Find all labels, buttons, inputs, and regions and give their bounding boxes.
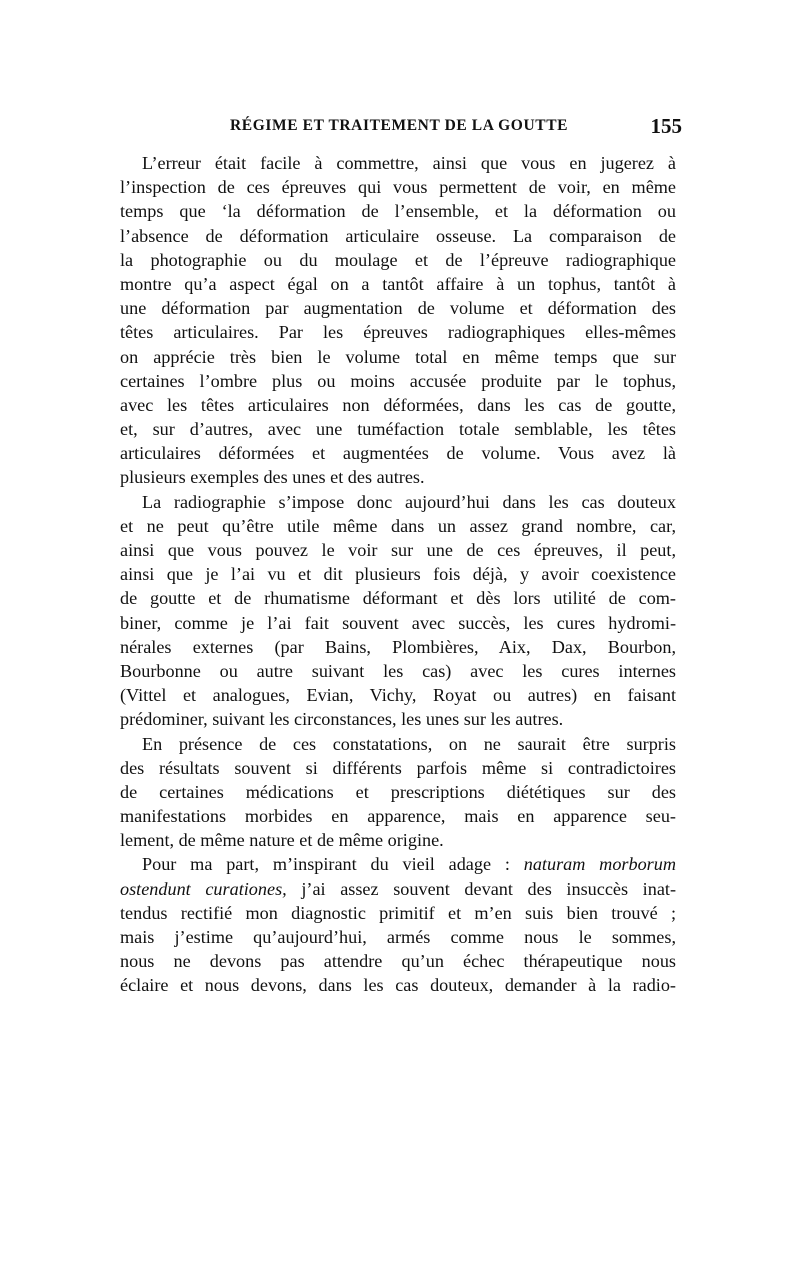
- paragraph-4: [120, 852, 676, 997]
- text-line: certaines l’ombre plus ou moins accusée produite par le tophus,: [120, 370, 676, 391]
- text-line: lement, de même nature et de même origine.: [120, 830, 444, 851]
- text-line: de certaines médications et prescriptions diététiques sur des: [120, 781, 676, 802]
- text-line: mais j’estime qu’aujourd’hui, armés comme nous le sommes,: [120, 927, 676, 947]
- text-line: de goutte et de rhumatisme déformant et dès lors utilité de com-: [120, 588, 676, 609]
- text-line: prédominer, suivant les circonstances, les unes sur les autres.: [120, 709, 564, 730]
- text-line: des résultats souvent si différents parfois même si contradictoires: [120, 757, 676, 778]
- text-line: temps que ‘la déformation de l’ensemble, et la déformation ou: [120, 201, 676, 222]
- text-line: biner, comme je l’ai fait souvent avec succès, les cures hydromi-: [120, 612, 676, 633]
- latin-adage: ostendunt curationes,: [120, 878, 287, 899]
- text-line: tendus rectifié mon diagnostic primitif et m’en suis bien trouvé ;: [120, 902, 676, 923]
- text-line: et ne peut qu’être utile même dans un assez grand nombre, car,: [120, 515, 676, 536]
- text-line: [120, 877, 676, 901]
- paragraph-3: [120, 732, 676, 853]
- text-line: montre qu’a aspect égal on a tantôt affaire à un tophus, tantôt à: [120, 273, 676, 294]
- text-line: L’erreur était facile à commettre, ainsi que vous en jugerez à: [142, 153, 676, 173]
- running-title: RÉGIME ET TRAITEMENT DE LA GOUTTE: [230, 117, 569, 134]
- page-number: 155: [650, 114, 682, 138]
- text-line: nérales externes (par Bains, Plombières, Aix, Dax, Bourbon,: [120, 636, 676, 657]
- text-line: l’absence de déformation articulaire osseuse. La comparaison de: [120, 225, 676, 246]
- text-line: (Vittel et analogues, Evian, Vichy, Royat ou autres) en faisant: [120, 685, 676, 706]
- text-line: La radiographie s’impose donc aujourd’hui dans les cas douteux: [142, 491, 676, 512]
- text-run: j’ai assez souvent devant des insuccès inat-: [286, 878, 676, 899]
- text-line: une déformation par augmentation de volume et déformation des: [120, 298, 676, 319]
- text-line: et, sur d’autres, avec une tuméfaction totale semblable, les têtes: [120, 419, 676, 440]
- text-line: nous ne devons pas attendre qu’un échec thérapeutique nous: [120, 951, 676, 972]
- text-line: on apprécie très bien le volume total en même temps que sur: [120, 346, 676, 367]
- text-line: la photographie ou du moulage et de l’épreuve radiographique: [120, 249, 676, 270]
- text-line: avec les têtes articulaires non déformées, dans les cas de goutte,: [120, 394, 676, 415]
- latin-adage: naturam morborum: [523, 854, 676, 875]
- text-line: ainsi que je l’ai vu et dit plusieurs fois déjà, y avoir coexistence: [120, 564, 676, 585]
- paragraph-1: [120, 151, 676, 490]
- text-line: En présence de ces constatations, on ne saurait être surpris: [142, 733, 676, 754]
- text-line: plusieurs exemples des unes et des autres.: [120, 467, 425, 488]
- body-text: [120, 151, 676, 998]
- text-run: Pour ma part, m’inspirant du vieil adage :: [142, 854, 524, 875]
- text-line: articulaires déformées et augmentées de volume. Vous avez là: [120, 443, 676, 464]
- paragraph-2: [120, 490, 676, 732]
- running-head: [120, 114, 682, 141]
- text-line: [120, 852, 676, 876]
- text-line: têtes articulaires. Par les épreuves radiographiques elles-mêmes: [120, 322, 676, 343]
- text-line: éclaire et nous devons, dans les cas douteux, demander à la radio-: [120, 975, 676, 996]
- text-line: manifestations morbides en apparence, mais en apparence seu-: [120, 806, 676, 827]
- text-line: l’inspection de ces épreuves qui vous permettent de voir, en même: [120, 177, 676, 198]
- text-line: ainsi que vous pouvez le voir sur une de ces épreuves, il peut,: [120, 540, 676, 560]
- text-line: Bourbonne ou autre suivant les cas) avec les cures internes: [120, 660, 676, 681]
